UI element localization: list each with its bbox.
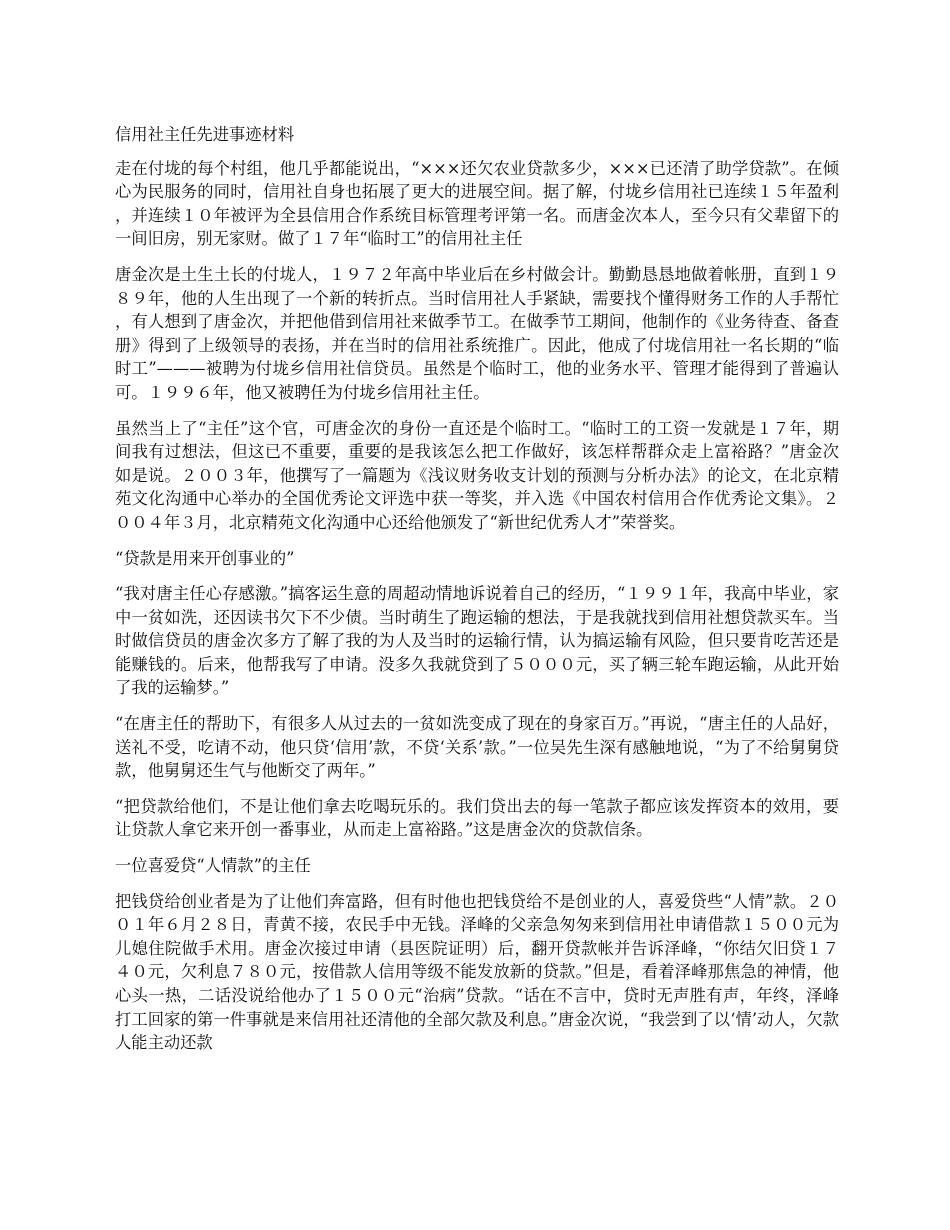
paragraph-6: “把贷款给他们，不是让他们拿去吃喝玩乐的。我们贷出去的每一笔款子都应该发挥资本的效用，要让贷款人拿它来开创一番事业，从而走上富裕路。”这是唐金次的贷款信条。 — [115, 796, 839, 840]
paragraph-5: “在唐主任的帮助下，有很多人从过去的一贫如洗变成了现在的身家百万。”再说，“唐主任的人品好，送礼不受，吃请不动，他只贷‘信用’款，不贷‘关系’款。”一位吴先生深有感触地说，“为了不给舅舅贷款，他舅舅还生气与他断交了两年。” — [115, 714, 839, 781]
paragraph-4: “我对唐主任心存感激。”搞客运生意的周超动情地诉说着自己的经历，“１９９１年，我高中毕业，家中一贫如洗，还因读书欠下不少债。当时萌生了跑运输的想法，于是我就找到信用社想贷款买车。当时做信贷员的唐金次多方了解了我的为人及当时的运输行情，认为搞运输有风险，但只要肯吃苦还是能赚钱的。后来，他帮我写了申请。没多久我就贷到了５０００元，买了辆三轮车跑运输，从此开始了我的运输梦。” — [115, 584, 839, 698]
section-heading-favor-loans: 一位喜爱贷“人情款”的主任 — [115, 856, 311, 876]
paragraph-3: 虽然当上了“主任”这个官，可唐金次的身份一直还是个临时工。“临时工的工资一发就是１７年，期间我有过想法，但这已不重要，重要的是我该怎么把工作做好，该怎样帮群众走上富裕路？”唐金次如是说。２００３年，他撰写了一篇题为《浅议财务收支计划的预测与分析办法》的论文，在北京精苑文化沟通中心举办的全国优秀论文评选中获一等奖，并入选《中国农村信用合作优秀论文集》。２００４年３月，北京精苑文化沟通中心还给他颁发了“新世纪优秀人才”荣誉奖。 — [115, 418, 839, 532]
section-heading-loans: “贷款是用来开创事业的” — [115, 548, 295, 568]
document-title: 信用社主任先进事迹材料 — [115, 125, 295, 144]
document-page — [115, 123, 839, 1067]
paragraph-2: 唐金次是土生土长的付垅人，１９７２年高中毕业后在乡村做会计。勤勤恳恳地做着帐册，直到１９８９年，他的人生出现了一个新的转折点。当时信用社人手紧缺，需要找个懂得财务工作的人手帮忙，有人想到了唐金次，并把他借到信用社来做季节工。在做季节工期间，他制作的《业务待查、备查册》得到了上级领导的表扬，并在当时的信用社系统推广。因此，他成了付垅信用社一名长期的“临时工”———被聘为付垅乡信用社信贷员。虽然是个临时工，他的业务水平、管理才能得到了普遍认可。１９９６年，他又被聘任为付垅乡信用社主任。 — [115, 264, 839, 402]
paragraph-7: 把钱贷给创业者是为了让他们奔富路，但有时他也把钱贷给不是创业的人，喜爱贷些“人情”款。２００１年６月２８日，青黄不接，农民手中无钱。泽峰的父亲急匆匆来到信用社申请借款１５００元为儿媳住院做手术用。唐金次接过申请（县医院证明）后，翻开贷款帐并告诉泽峰，“你结欠旧贷１７４０元，欠利息７８０元，按借款人信用等级不能发放新的贷款。”但是，看着泽峰那焦急的神情，他心头一热，二话没说给他办了１５００元“治病”贷款。“话在不言中，贷时无声胜有声，年终，泽峰打工回家的第一件事就是来信用社还清他的全部欠款及利息。”唐金次说，“我尝到了以‘情’动人，欠款人能主动还款 — [115, 891, 839, 1053]
paragraph-1: 走在付垅的每个村组，他几乎都能说出，“×××还欠农业贷款多少，×××已还清了助学贷款”。在倾心为民服务的同时，信用社自身也拓展了更大的进展空间。据了解，付垅乡信用社已连续１５年盈利，并连续１０年被评为全县信用合作系统目标管理考评第一名。而唐金次本人，至今只有父辈留下的一间旧房，别无家财。做了１７年“临时工”的信用社主任 — [115, 158, 839, 249]
